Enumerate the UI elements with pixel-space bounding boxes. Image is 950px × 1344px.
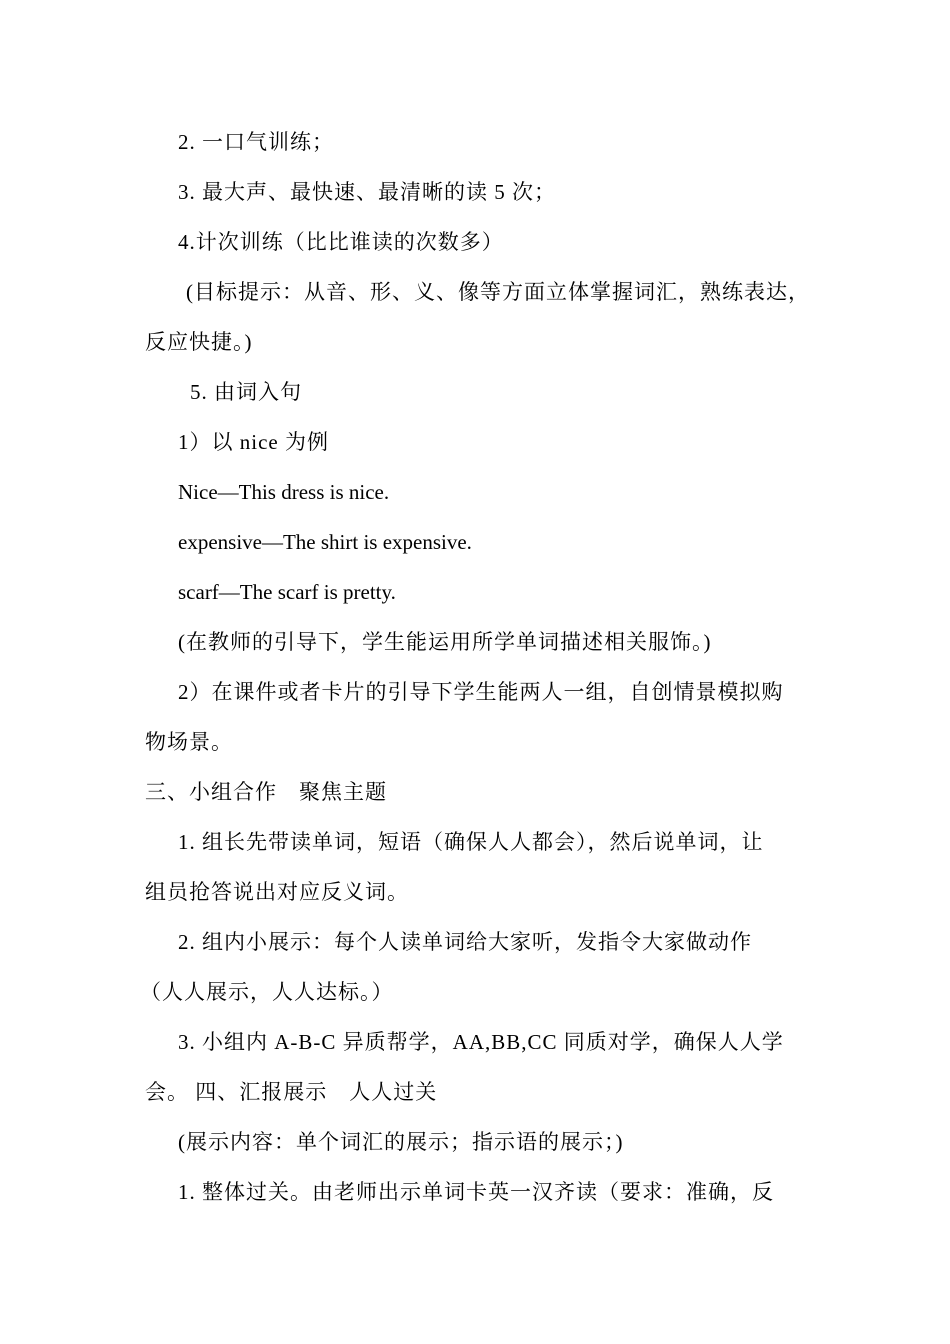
text-line: 物场景。 xyxy=(145,730,233,754)
text-line: 2. 一口气训练； xyxy=(178,130,334,154)
text-line: 2. 组内小展示：每个人读单词给大家听，发指令大家做动作 xyxy=(178,930,752,954)
text-line: 3. 小组内 A-B-C 异质帮学，AA,BB,CC 同质对学，确保人人学 xyxy=(178,1030,784,1054)
text-line: 组员抢答说出对应反义词。 xyxy=(145,880,409,904)
text-line: 4.计次训练（比比谁读的次数多） xyxy=(178,230,504,254)
text-line: Nice—This dress is nice. xyxy=(178,480,390,504)
text-line: 反应快捷。) xyxy=(145,330,253,354)
text-line: 5. 由词入句 xyxy=(190,380,302,404)
text-line: 1. 组长先带读单词，短语（确保人人都会），然后说单词，让 xyxy=(178,830,764,854)
text-line: 3. 最大声、最快速、最清晰的读 5 次； xyxy=(178,180,556,204)
text-line: (展示内容：单个词汇的展示；指示语的展示；) xyxy=(178,1130,624,1154)
section-heading: 三、小组合作 聚焦主题 xyxy=(145,780,387,804)
text-line: (在教师的引导下，学生能运用所学单词描述相关服饰。) xyxy=(178,630,712,654)
text-line: （人人展示，人人达标。） xyxy=(140,980,394,1004)
text-line: 2）在课件或者卡片的引导下学生能两人一组，自创情景模拟购 xyxy=(178,680,784,704)
text-line: 会。 四、汇报展示 人人过关 xyxy=(145,1080,438,1104)
text-line: scarf—The scarf is pretty. xyxy=(178,580,396,604)
text-line: 1）以 nice 为例 xyxy=(178,430,329,454)
text-line: expensive—The shirt is expensive. xyxy=(178,530,472,554)
text-line: (目标提示：从音、形、义、像等方面立体掌握词汇，熟练表达， xyxy=(186,280,810,304)
text-line: 1. 整体过关。由老师出示单词卡英一汉齐读（要求：准确，反 xyxy=(178,1180,774,1204)
